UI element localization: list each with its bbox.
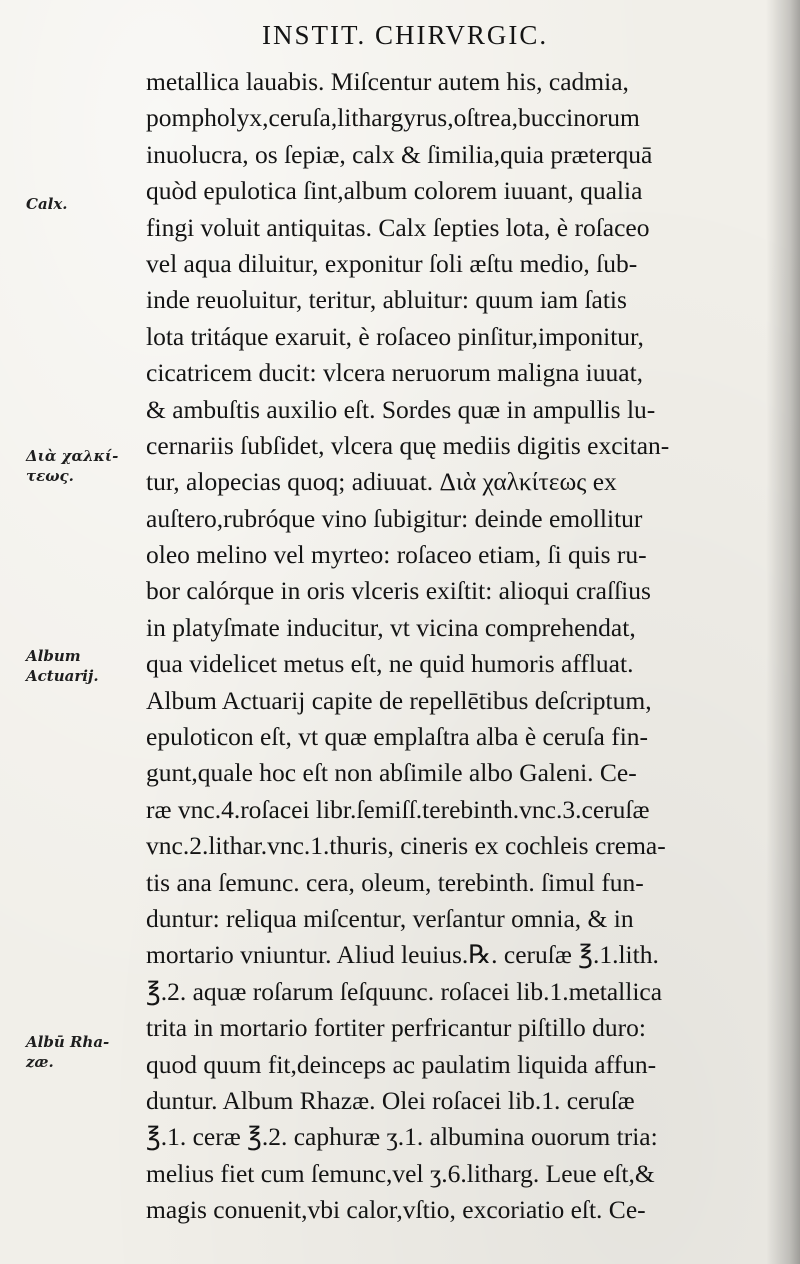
text-line: inde reuoluitur, teritur, abluitur: quum iam ſatis — [146, 285, 627, 315]
text-line: vel aqua diluitur, exponitur ſoli æſtu medio, ſub- — [146, 248, 638, 278]
text-line: tis ana ſemunc. cera, oleum, terebinth. ſimul fun- — [146, 867, 644, 897]
text-line: qua videlicet metus eſt, ne quid humoris affluat. — [146, 649, 634, 679]
text-line: cicatricem ducit: vlcera neruorum maligna iuuat, — [146, 358, 644, 388]
text-line: lota tritáque exaruit, è roſaceo pinſitur,imponitur, — [146, 321, 644, 351]
text-line: auſtero,rubróque vino ſubigitur: deinde emollitur — [146, 503, 643, 533]
text-line: oleo melino vel myrteo: roſaceo etiam, ſi quis ru- — [146, 540, 647, 570]
margin-note-dia-chalkiteos: Διὰ χαλκί- τεως. — [26, 447, 119, 485]
margin-note-album-rhazae: Albū Rha- zæ. — [26, 1033, 110, 1071]
text-line: quòd epulotica ſint,album colorem iuuant, qualia — [146, 176, 643, 206]
text-line: duntur. Album Rhazæ. Olei roſacei lib.1. ceruſæ — [146, 1085, 635, 1115]
page-edge-shadow — [766, 0, 800, 1264]
text-line: trita in mortario fortiter perfricantur piſtillo duro: — [146, 1013, 646, 1043]
text-line: pompholyx,ceruſa,lithargyrus,oſtrea,buccinorum — [146, 103, 640, 133]
text-line: bor calórque in oris vlceris exiſtit: alioqui craſſius — [146, 576, 651, 606]
margin-note-album-actuarij: Album Actuarij. — [26, 647, 99, 685]
text-line: magis conuenit,vbi calor,vſtio, excoriatio eſt. Ce- — [146, 1195, 646, 1225]
text-line: fingi voluit antiquitas. Calx ſepties lota, è roſaceo — [146, 212, 650, 242]
text-line: ℥.1. ceræ ℥.2. caphuræ ʒ.1. albumina ouorum tria: — [146, 1122, 658, 1152]
margin-note-calx: Calx. — [26, 195, 68, 213]
text-line: metallica lauabis. Miſcentur autem his, cadmia, — [146, 67, 629, 96]
text-line: inuolucra, os ſepiæ, calx & ſimilia,quia præterquā — [146, 139, 653, 169]
text-line: mortario vniuntur. Aliud leuius.℞. ceruſæ ℥.1.lith. — [146, 940, 659, 970]
text-line: tur, alopecias quoq; adiuuat. Διὰ χαλκίτεως ex — [146, 467, 617, 497]
text-line: vnc.2.lithar.vnc.1.thuris, cineris ex cochleis crema- — [146, 831, 666, 861]
text-line: duntur: reliqua miſcentur, verſantur omnia, & in — [146, 903, 634, 933]
text-line: ræ vnc.4.roſacei libr.ſemiſſ.terebinth.vnc.3.ceruſæ — [146, 794, 650, 824]
text-line: Album Actuarij capite de repellētibus deſcriptum, — [146, 685, 652, 715]
running-head: INSTIT. CHIRVRGIC. — [262, 20, 549, 50]
text-line: gunt,quale hoc eſt non abſimile albo Galeni. Ce- — [146, 758, 637, 788]
text-line: & ambuſtis auxilio eſt. Sordes quæ in ampullis lu- — [146, 394, 656, 424]
text-line: quod quum fit,deinceps ac paulatim liquida affun- — [146, 1049, 657, 1079]
text-line: in platyſmate inducitur, vt vicina comprehendat, — [146, 612, 636, 642]
text-line: epuloticon eſt, vt quæ emplaſtra alba è ceruſa fin- — [146, 722, 649, 752]
body-text — [146, 64, 746, 1229]
text-line: cernariis ſubſidet, vlcera quę mediis digitis excitan- — [146, 430, 670, 460]
text-line: ℥.2. aquæ roſarum ſeſquunc. roſacei lib.1.metallica — [146, 976, 663, 1006]
text-line: melius fiet cum ſemunc,vel ʒ.6.litharg. Leue eſt,& — [146, 1158, 655, 1188]
